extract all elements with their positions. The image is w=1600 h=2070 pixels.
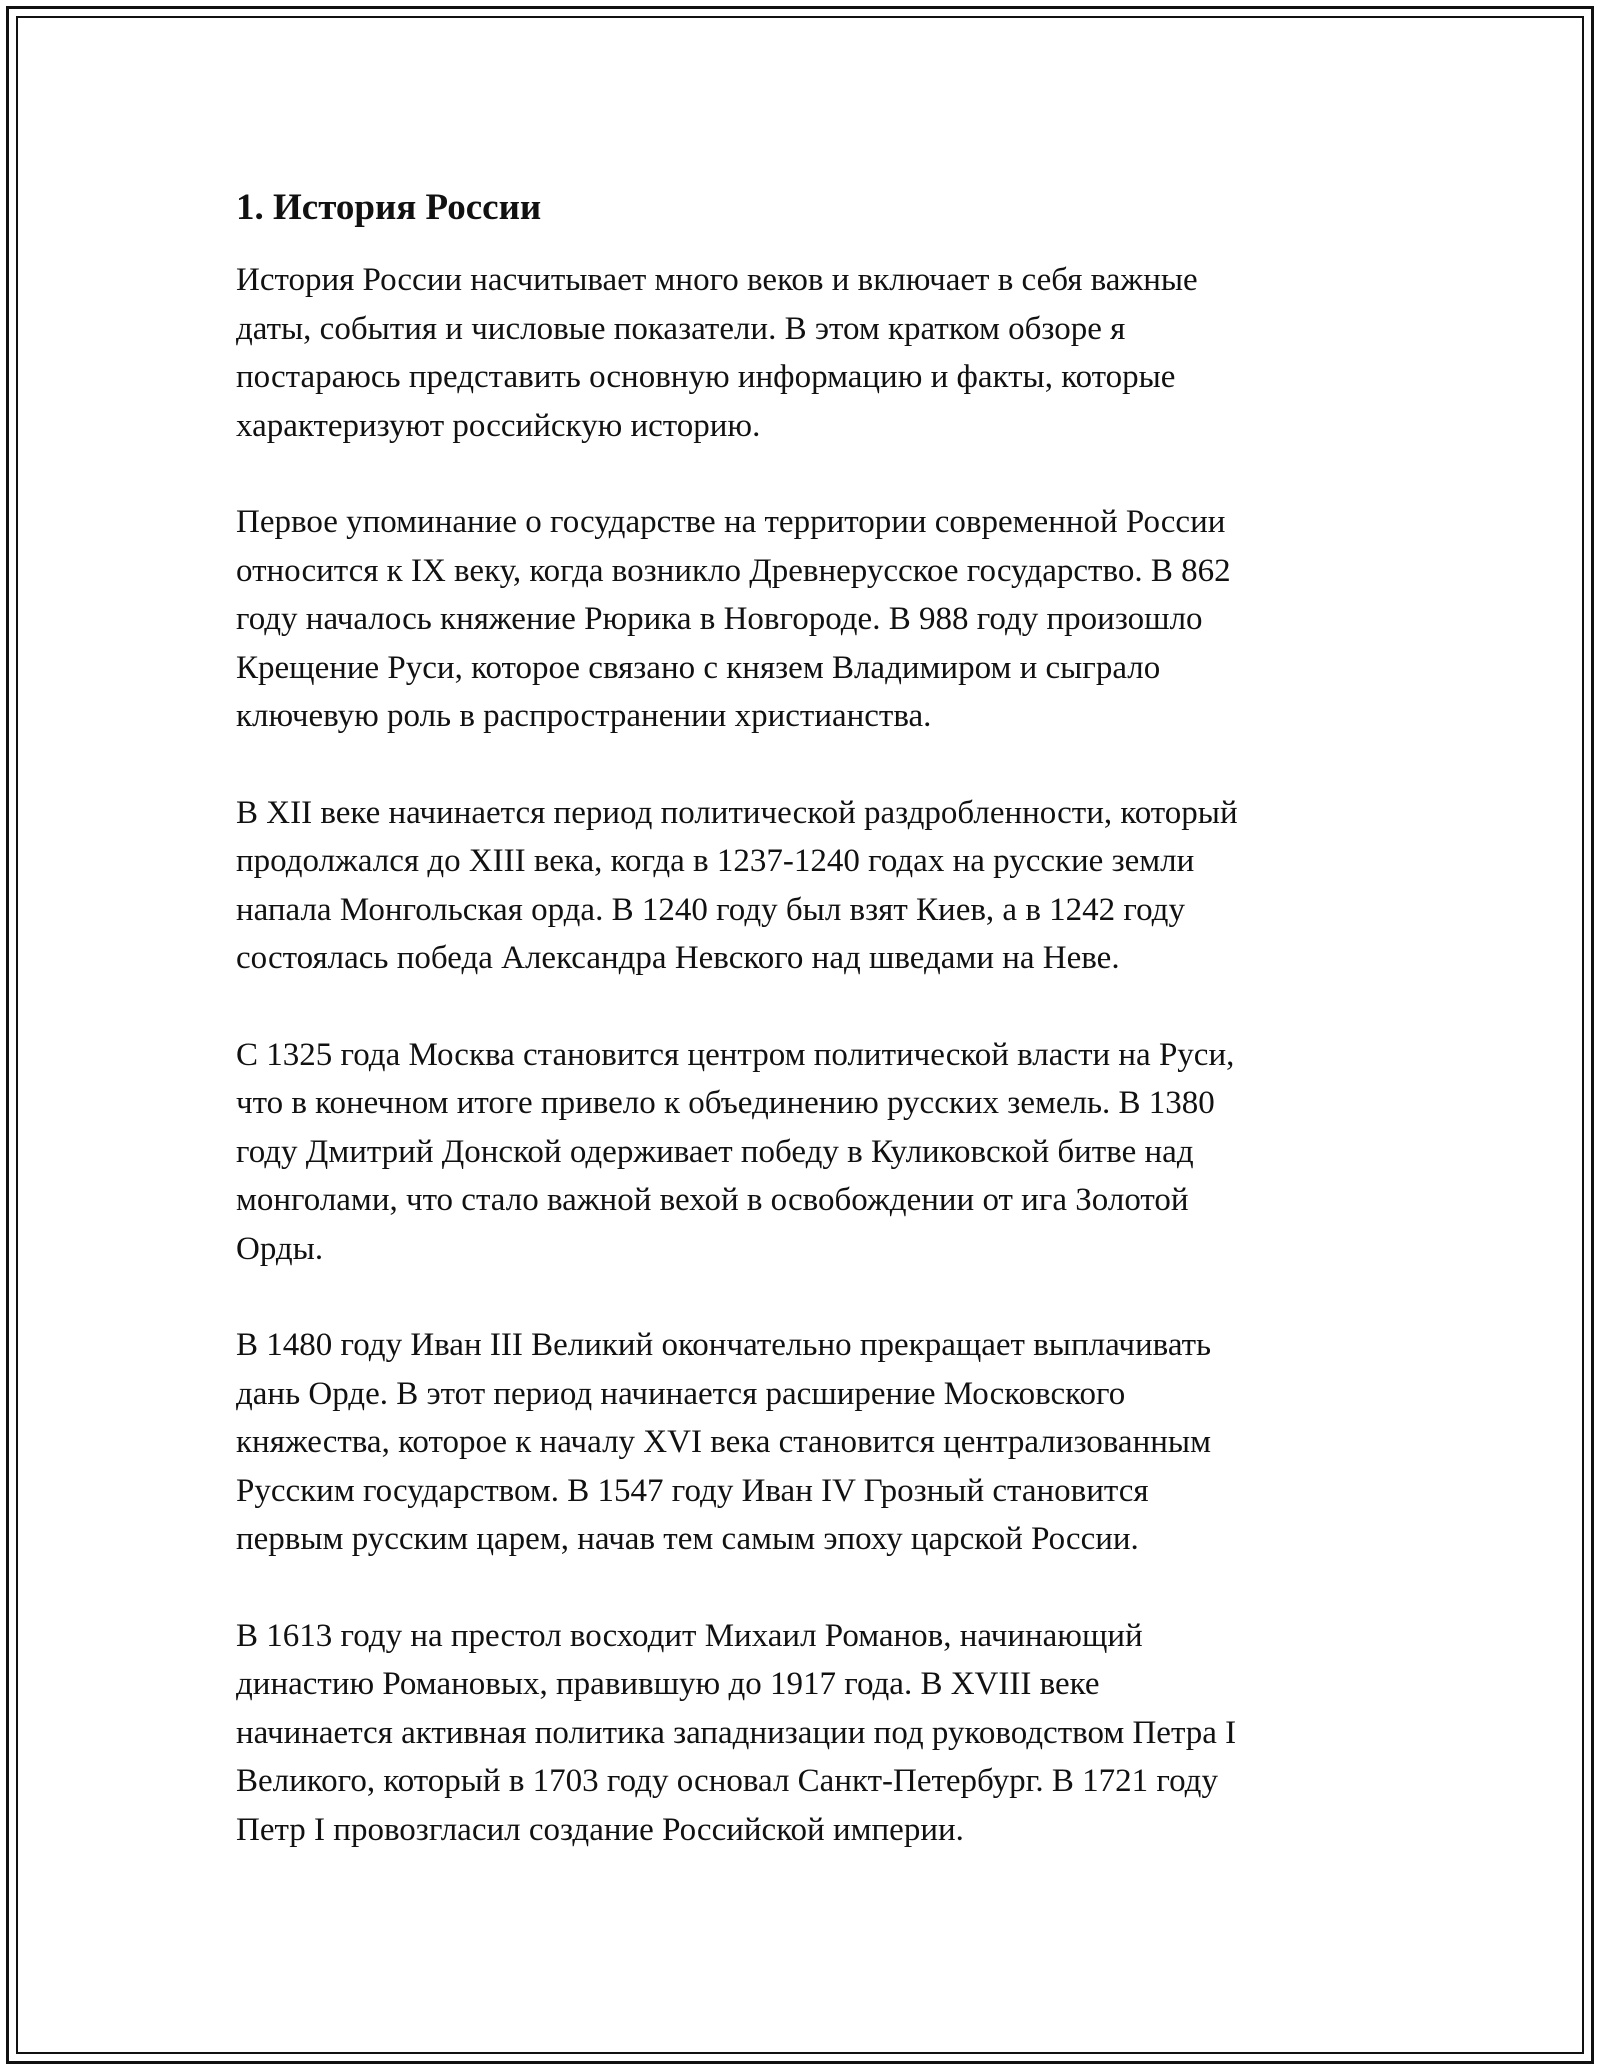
text-line: монголами, что стало важной вехой в освобождении от ига Золотой [236, 1182, 1189, 1219]
text-line: Русским государством. В 1547 году Иван IV Грозный становится [236, 1472, 1149, 1509]
paragraph-tsardom [236, 1321, 1416, 1564]
text-line: Петр I провозгласил создание Российской империи. [236, 1811, 964, 1848]
text-line: Великого, который в 1703 году основал Санкт-Петербург. В 1721 году [236, 1763, 1218, 1800]
text-line: Первое упоминание о государстве на территории современной России [236, 504, 1226, 541]
text-line: Орды. [236, 1230, 324, 1267]
paragraph-intro [236, 256, 1416, 450]
text-line: характеризуют российскую историю. [236, 407, 761, 444]
text-line: даты, события и числовые показатели. В этом кратком обзоре я [236, 310, 1126, 347]
text-line: что в конечном итоге привело к объединению русских земель. В 1380 [236, 1085, 1215, 1122]
text-line: постараюсь представить основную информацию и факты, которые [236, 359, 1176, 396]
text-line: дань Орде. В этот период начинается расширение Московского [236, 1375, 1126, 1412]
paragraph-ancient-rus [236, 498, 1416, 741]
text-line: напала Монгольская орда. В 1240 году был взят Киев, а в 1242 году [236, 891, 1185, 928]
text-line: начинается активная политика западнизации под руководством Петра I [236, 1714, 1237, 1751]
text-line: году Дмитрий Донской одерживает победу в Куликовской битве над [236, 1133, 1194, 1170]
paragraph-fragmentation [236, 789, 1416, 983]
text-line: В 1480 году Иван III Великий окончательно прекращает выплачивать [236, 1327, 1212, 1364]
text-line: В 1613 году на престол восходит Михаил Романов, начинающий [236, 1617, 1143, 1654]
section-heading: 1. История России [236, 187, 542, 228]
text-line: первым русским царем, начав тем самым эпоху царской России. [236, 1521, 1139, 1558]
paragraph-romanovs [236, 1612, 1416, 1855]
text-line: династию Романовых, правившую до 1917 года. В XVIII веке [236, 1666, 1100, 1703]
text-line: продолжался до XIII века, когда в 1237-1240 годах на русские земли [236, 843, 1195, 880]
text-line: Крещение Руси, которое связано с князем Владимиром и сыграло [236, 649, 1161, 686]
text-line: году началось княжение Рюрика в Новгороде. В 988 году произошло [236, 601, 1203, 638]
text-line: княжества, которое к началу XVI века становится централизованным [236, 1424, 1211, 1461]
text-line: С 1325 года Москва становится центром политической власти на Руси, [236, 1036, 1235, 1073]
paragraph-moscow [236, 1031, 1416, 1274]
document-page [236, 186, 1416, 1902]
text-line: относится к IX веку, когда возникло Древнерусское государство. В 862 [236, 552, 1231, 589]
text-line: В XII веке начинается период политической раздробленности, который [236, 794, 1238, 831]
text-line: История России насчитывает много веков и включает в себя важные [236, 262, 1198, 299]
text-line: ключевую роль в распространении христианства. [236, 698, 932, 735]
text-line: состоялась победа Александра Невского над шведами на Неве. [236, 940, 1120, 977]
